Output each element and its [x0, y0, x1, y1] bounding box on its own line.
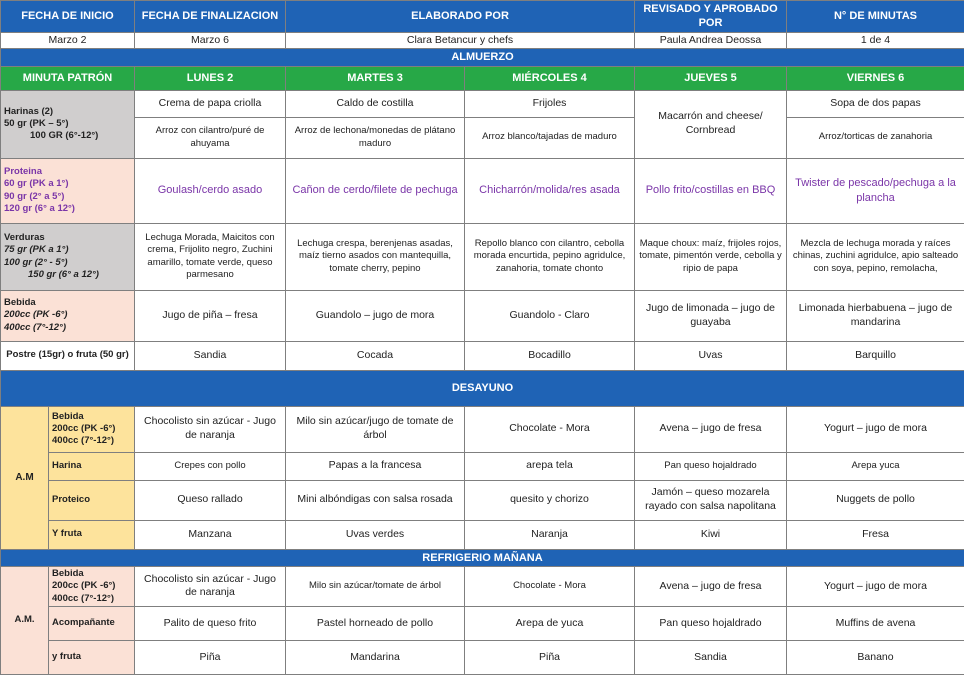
refrigerio-section-title: REFRIGERIO MAÑANA	[1, 549, 964, 566]
refrigerio-fruta-label: y fruta	[49, 640, 135, 674]
minuta-patron-header: MINUTA PATRÓN	[1, 66, 135, 90]
desayuno-fruta-label: Y fruta	[49, 520, 135, 549]
verduras-cell: Mezcla de lechuga morada y raíces chinas, zuchini agridulce, apio salteado con soya, pepino, remolacha,	[787, 223, 964, 290]
desayuno-harina-cell: Crepes con pollo	[135, 452, 286, 480]
desayuno-bebida-cell: Avena – jugo de fresa	[635, 406, 787, 452]
desayuno-fruta-cell: Fresa	[787, 520, 964, 549]
verduras-cell: Maque choux: maíz, frijoles rojos, tomate, pimentón verde, cebolla y ripio de papa	[635, 223, 787, 290]
desayuno-fruta-cell: Naranja	[465, 520, 635, 549]
day-header: MIÉRCOLES 4	[465, 66, 635, 90]
refrigerio-acompanante-cell: Arepa de yuca	[465, 606, 635, 640]
fecha-inicio-label: FECHA DE INICIO	[1, 1, 135, 33]
desayuno-bebida-cell: Chocolate - Mora	[465, 406, 635, 452]
desayuno-proteico-cell: quesito y chorizo	[465, 480, 635, 520]
harinas-cell: Macarrón and cheese/ Cornbread	[635, 90, 787, 158]
fecha-fin-label: FECHA DE FINALIZACION	[135, 1, 286, 33]
harinas-cell: Crema de papa criolla	[135, 90, 286, 117]
refrigerio-bebida-cell: Yogurt – jugo de mora	[787, 566, 964, 606]
verduras-cell: Repollo blanco con cilantro, cebolla morada encurtida, pepino agridulce, zanahoria, tomate chonto	[465, 223, 635, 290]
desayuno-group-label: A.M	[1, 406, 49, 549]
proteina-cell: Pollo frito/costillas en BBQ	[635, 158, 787, 223]
fecha-fin-value: Marzo 6	[135, 32, 286, 49]
desayuno-harina-cell: Pan queso hojaldrado	[635, 452, 787, 480]
refrigerio-bebida-label: Bebida 200cc (PK -6°) 400cc (7°-12°)	[49, 566, 135, 606]
refrigerio-acompanante-cell: Pastel horneado de pollo	[286, 606, 465, 640]
refrigerio-fruta-cell: Banano	[787, 640, 964, 674]
refrigerio-acompanante-label: Acompañante	[49, 606, 135, 640]
desayuno-bebida-cell: Milo sin azúcar/jugo de tomate de árbol	[286, 406, 465, 452]
desayuno-proteico-label: Proteico	[49, 480, 135, 520]
refrigerio-acompanante-cell: Pan queso hojaldrado	[635, 606, 787, 640]
harinas-cell: Frijoles	[465, 90, 635, 117]
day-header: MARTES 3	[286, 66, 465, 90]
proteina-cell: Chicharrón/molida/res asada	[465, 158, 635, 223]
desayuno-harina-label: Harina	[49, 452, 135, 480]
refrigerio-fruta-cell: Piña	[465, 640, 635, 674]
desayuno-fruta-cell: Uvas verdes	[286, 520, 465, 549]
refrigerio-fruta-cell: Piña	[135, 640, 286, 674]
proteina-cell: Twister de pescado/pechuga a la plancha	[787, 158, 964, 223]
desayuno-section-title: DESAYUNO	[1, 370, 964, 406]
desayuno-proteico-cell: Nuggets de pollo	[787, 480, 964, 520]
proteina-label: Proteina 60 gr (PK a 1°) 90 gr (2° a 5°) 120 gr (6° a 12°)	[1, 158, 135, 223]
verduras-cell: Lechuga crespa, berenjenas asadas, maíz tierno asados con mantequilla, tomate cherry, pepino	[286, 223, 465, 290]
bebida-cell: Jugo de piña – fresa	[135, 290, 286, 341]
postre-cell: Barquillo	[787, 341, 964, 370]
fecha-inicio-value: Marzo 2	[1, 32, 135, 49]
harinas-cell: Arroz con cilantro/puré de ahuyama	[135, 117, 286, 158]
verduras-cell: Lechuga Morada, Maicitos con crema, Frijolito negro, Zuchini amarillo, tomate verde, queso parmesano	[135, 223, 286, 290]
proteina-cell: Cañon de cerdo/filete de pechuga	[286, 158, 465, 223]
desayuno-fruta-cell: Kiwi	[635, 520, 787, 549]
bebida-label: Bebida 200cc (PK -6°) 400cc (7°-12°)	[1, 290, 135, 341]
desayuno-proteico-cell: Mini albóndigas con salsa rosada	[286, 480, 465, 520]
desayuno-harina-cell: Papas a la francesa	[286, 452, 465, 480]
refrigerio-bebida-cell: Chocolisto sin azúcar - Jugo de naranja	[135, 566, 286, 606]
harinas-cell: Arroz blanco/tajadas de maduro	[465, 117, 635, 158]
desayuno-harina-cell: Arepa yuca	[787, 452, 964, 480]
harinas-cell: Arroz de lechona/monedas de plátano maduro	[286, 117, 465, 158]
bebida-cell: Jugo de limonada – jugo de guayaba	[635, 290, 787, 341]
desayuno-proteico-cell: Queso rallado	[135, 480, 286, 520]
desayuno-bebida-label: Bebida 200cc (PK -6°) 400cc (7°-12°)	[49, 406, 135, 452]
refrigerio-group-label: A.M.	[1, 566, 49, 674]
bebida-cell: Guandolo – jugo de mora	[286, 290, 465, 341]
refrigerio-fruta-cell: Sandia	[635, 640, 787, 674]
postre-cell: Uvas	[635, 341, 787, 370]
postre-cell: Bocadillo	[465, 341, 635, 370]
elaborado-label: ELABORADO POR	[286, 1, 635, 33]
refrigerio-fruta-cell: Mandarina	[286, 640, 465, 674]
desayuno-harina-cell: arepa tela	[465, 452, 635, 480]
revisado-value: Paula Andrea Deossa	[635, 32, 787, 49]
refrigerio-bebida-cell: Avena – jugo de fresa	[635, 566, 787, 606]
bebida-cell: Guandolo - Claro	[465, 290, 635, 341]
bebida-cell: Limonada hierbabuena – jugo de mandarina	[787, 290, 964, 341]
harinas-label: Harinas (2) 50 gr (PK – 5°) 100 GR (6°-12°)	[1, 90, 135, 158]
desayuno-fruta-cell: Manzana	[135, 520, 286, 549]
desayuno-bebida-cell: Chocolisto sin azúcar - Jugo de naranja	[135, 406, 286, 452]
refrigerio-acompanante-cell: Muffins de avena	[787, 606, 964, 640]
proteina-cell: Goulash/cerdo asado	[135, 158, 286, 223]
refrigerio-bebida-cell: Milo sin azúcar/tomate de árbol	[286, 566, 465, 606]
minutas-label: N° DE MINUTAS	[787, 1, 964, 33]
desayuno-proteico-cell: Jamón – queso mozarela rayado con salsa napolitana	[635, 480, 787, 520]
minutas-value: 1 de 4	[787, 32, 964, 49]
postre-cell: Sandia	[135, 341, 286, 370]
revisado-label: REVISADO Y APROBADO POR	[635, 1, 787, 33]
harinas-cell: Arroz/torticas de zanahoria	[787, 117, 964, 158]
harinas-cell: Sopa de dos papas	[787, 90, 964, 117]
harinas-cell: Caldo de costilla	[286, 90, 465, 117]
refrigerio-acompanante-cell: Palito de queso frito	[135, 606, 286, 640]
verduras-label: Verduras 75 gr (PK a 1°) 100 gr (2° - 5°) 150 gr (6° a 12°)	[1, 223, 135, 290]
postre-cell: Cocada	[286, 341, 465, 370]
day-header: LUNES 2	[135, 66, 286, 90]
day-header: VIERNES 6	[787, 66, 964, 90]
desayuno-bebida-cell: Yogurt – jugo de mora	[787, 406, 964, 452]
day-header: JUEVES 5	[635, 66, 787, 90]
almuerzo-section-title: ALMUERZO	[1, 49, 964, 66]
postre-label: Postre (15gr) o fruta (50 gr)	[1, 341, 135, 370]
refrigerio-bebida-cell: Chocolate - Mora	[465, 566, 635, 606]
elaborado-value: Clara Betancur y chefs	[286, 32, 635, 49]
